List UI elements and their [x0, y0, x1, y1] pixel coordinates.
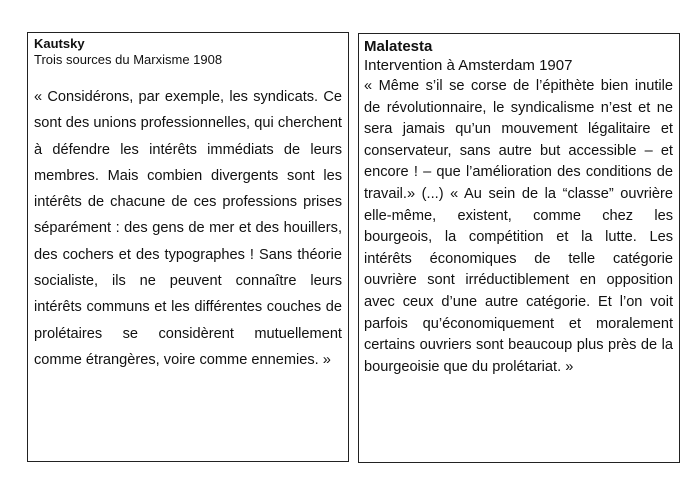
- card-author: Kautsky: [34, 36, 85, 51]
- card-quote: « Considérons, par exemple, les syndicats. Ce sont des unions professionnelles, qui cherchent à défendre les intérêts immédiats de leurs membres. Mais combien divergents sont les intérêts de chacune de ces professions prises séparément : des gens de mer et des houillers, des cochers et des typographes ! Sans théorie socialiste, ils ne peuvent connaître leurs intérêts communs et les différentes couches de prolétaires se considèrent mutuellement comme étrangères, voire comme ennemies. »: [34, 89, 342, 368]
- kautsky-quote-card: [27, 32, 349, 462]
- card-author: Malatesta: [364, 38, 433, 55]
- card-source: Intervention à Amsterdam 1907: [364, 57, 573, 74]
- malatesta-quote-card: [358, 33, 680, 463]
- card-source: Trois sources du Marxisme 1908: [34, 52, 223, 67]
- card-quote: « Même s’il se corse de l’épithète bien inutile de révolutionnaire, le syndicalisme n’est et ne sera jamais qu’un mouvement légalitaire et conservateur, sans autre but accessible – et encore ! – que l’amélioration des conditions de travail.» (...) « Au sein de la “classe” ouvrière elle-même, existent, comme chez les bourgeois, la compétition et la lutte. Les intérêts économiques de telle catégorie ouvrière sont irréductiblement en opposition avec ceux d’une autre catégorie. Et l’on voit parfois qu’économiquement et moralement certains ouvriers sont beaucoup plus près de la bourgeoisie que du prolétariat. »: [364, 78, 673, 375]
